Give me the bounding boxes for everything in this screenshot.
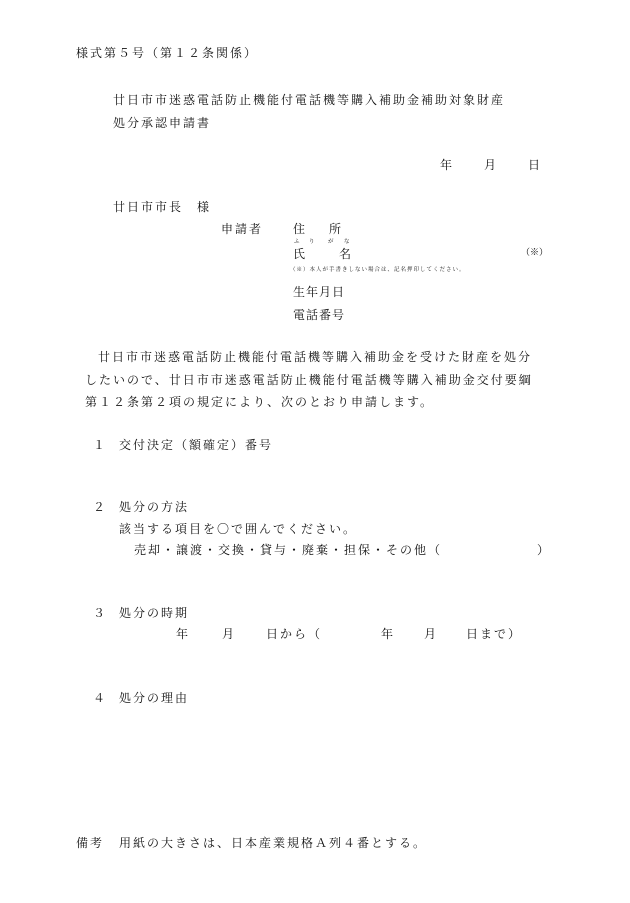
phone-label: 電話番号 (293, 308, 346, 322)
item-1-number: １ (93, 438, 106, 452)
from-year: 年 (176, 627, 189, 641)
item-1-label: 交付決定（額確定）番号 (119, 438, 274, 452)
item-3-label: 処分の時期 (119, 606, 190, 620)
from-day: 日から（ (266, 627, 323, 641)
address-label: 住 所 (293, 222, 342, 236)
date-day: 日 (528, 158, 541, 172)
name-label-2: 名 (339, 247, 352, 261)
furigana-2: り (309, 239, 315, 245)
furigana-3: が (328, 239, 334, 245)
seal-mark: （※） (521, 248, 549, 258)
handwriting-note: （※）本人が手書きしない場合は、記名押印してください。 (290, 267, 466, 273)
furigana-1: ふ (294, 239, 300, 245)
addressee: 廿日市市長 様 (113, 200, 212, 214)
disposal-options: 売却・譲渡・交換・貸与・廃棄・担保・その他（ (134, 543, 443, 557)
item-4-label: 処分の理由 (119, 691, 190, 705)
date-month: 月 (484, 158, 497, 172)
body-line-1: 廿日市市迷惑電話防止機能付電話機等購入補助金を受けた財産を処分 (98, 350, 533, 364)
item-3-number: ３ (93, 606, 106, 620)
title-line-2: 処分承認申請書 (113, 116, 212, 130)
body-line-3: 第１２条第２項の規定により、次のとおり申請します。 (85, 395, 435, 409)
body-line-2: したいので、廿日市市迷惑電話防止機能付電話機等購入補助金交付要綱 (85, 373, 533, 387)
applicant-label: 申請者 (221, 222, 264, 236)
birthdate-label: 生年月日 (293, 285, 346, 299)
disposal-options-close: ） (537, 543, 550, 557)
remark-label: 備考 (76, 836, 105, 850)
item-4-number: ４ (93, 691, 106, 705)
to-year: 年 (381, 627, 394, 641)
furigana-4: な (344, 239, 350, 245)
title-line-1: 廿日市市迷惑電話防止機能付電話機等購入補助金補助対象財産 (113, 93, 506, 107)
remark-text: 用紙の大きさは、日本産業規格Ａ列４番とする。 (119, 836, 428, 850)
item-2-label: 処分の方法 (119, 500, 190, 514)
to-month: 月 (424, 627, 437, 641)
name-label-1: 氏 (293, 247, 306, 261)
to-day: 日まで） (466, 627, 523, 641)
item-2-instruction: 該当する項目を〇で囲んでください。 (119, 522, 358, 536)
item-2-number: ２ (93, 500, 106, 514)
from-month: 月 (222, 627, 235, 641)
form-number: 様式第５号（第１２条関係） (76, 46, 259, 60)
date-year: 年 (440, 158, 453, 172)
